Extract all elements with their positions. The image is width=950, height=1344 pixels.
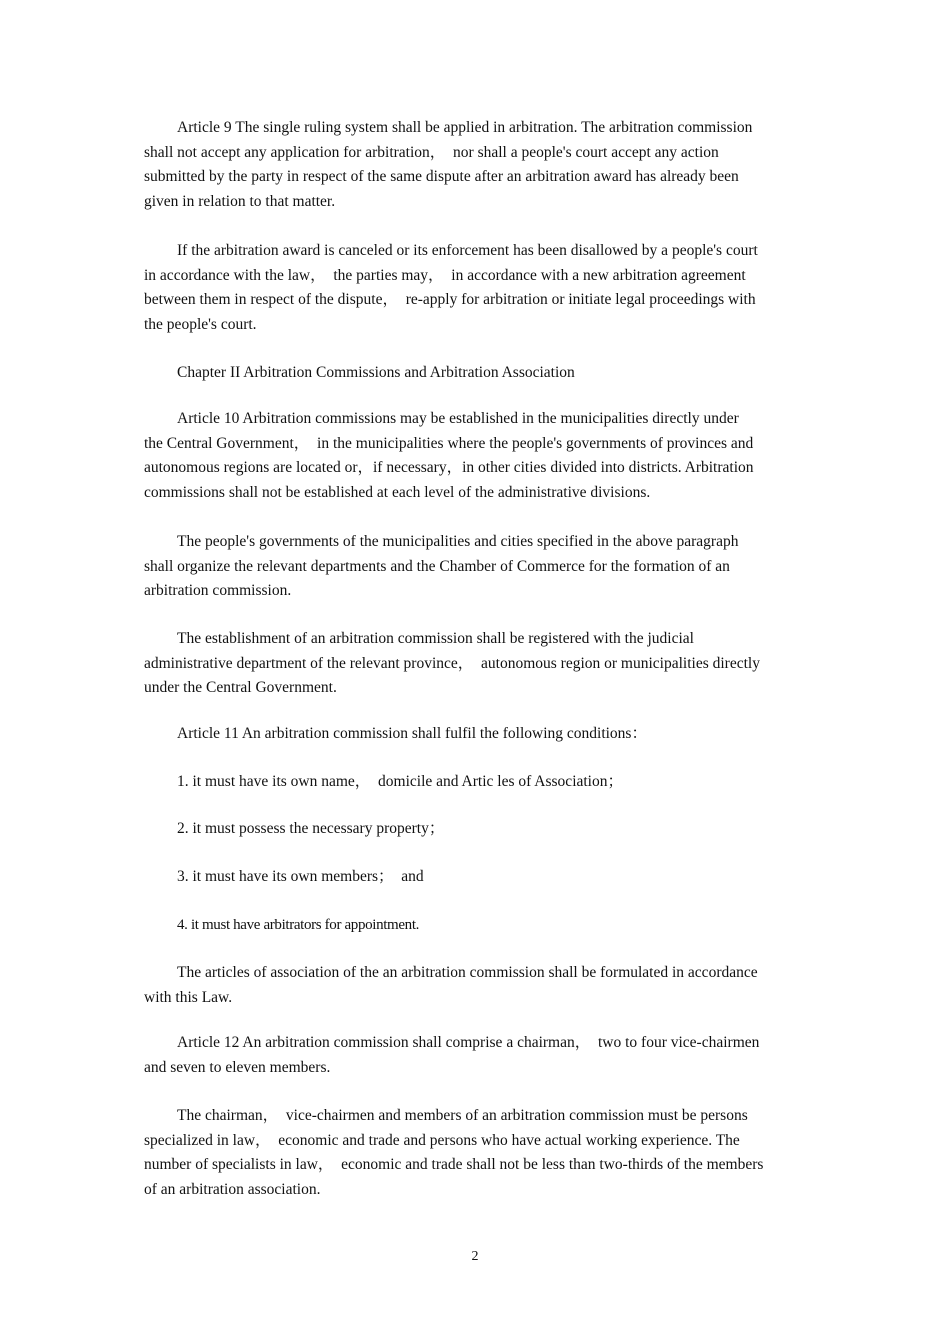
paragraph-line: The chairman， vice-chairmen and members of an arbitration commission must be persons — [177, 1107, 748, 1124]
paragraph-line: and seven to eleven members. — [144, 1058, 331, 1076]
paragraph-line: number of specialists in law， economic and trade shall not be less than two-thirds of the members — [144, 1156, 764, 1173]
paragraph-line: Article 9 The single ruling system shall be applied in arbitration. The arbitration commission — [177, 119, 753, 136]
paragraph-art12-p2 — [144, 1104, 810, 1202]
paragraph-line: The articles of association of the an arbitration commission shall be formulated in accordance — [177, 964, 758, 981]
paragraph-art11-item2 — [144, 817, 810, 842]
paragraph-art10-p2 — [144, 530, 810, 604]
paragraph-line: arbitration commission. — [144, 582, 292, 599]
paragraph-line: given in relation to that matter. — [144, 192, 336, 210]
paragraph-art11-item1 — [144, 770, 810, 795]
paragraph-line: submitted by the party in respect of the same dispute after an arbitration award has already been — [144, 168, 739, 185]
paragraph-line: the people's court. — [144, 315, 257, 333]
paragraph-art12-p1 — [144, 1031, 810, 1080]
paragraph-line: between them in respect of the dispute， re-apply for arbitration or initiate legal proceedings with — [144, 291, 756, 308]
paragraph-line: administrative department of the relevant province， autonomous region or municipalities directly — [144, 654, 760, 672]
paragraph-line: autonomous regions are located or，if necessary，in other cities divided into districts. Arbitration — [144, 459, 754, 476]
paragraph-line: Article 11 An arbitration commission shall fulfil the following conditions： — [177, 725, 647, 742]
paragraph-art11-item4 — [144, 913, 810, 938]
paragraph-line: shall not accept any application for arbitration， nor shall a people's court accept any action — [144, 143, 719, 161]
paragraph-line: under the Central Government. — [144, 679, 337, 696]
paragraph-line: with this Law. — [144, 988, 233, 1006]
paragraph-art9-p2 — [144, 239, 810, 337]
paragraph-line: 4. it must have arbitrators for appointment. — [177, 917, 420, 933]
paragraph-line: 3. it must have its own members； and — [177, 868, 424, 885]
paragraph-art11-item3 — [144, 865, 810, 890]
paragraph-line: Article 12 An arbitration commission shall comprise a chairman， two to four vice-chairmen — [177, 1034, 760, 1051]
paragraph-line: the Central Government， in the municipalities where the people's governments of provinces and — [144, 434, 754, 452]
paragraph-line: specialized in law， economic and trade and persons who have actual working experience. The — [144, 1131, 740, 1149]
paragraph-art11-p2 — [144, 961, 810, 1010]
paragraph-art10-p1 — [144, 407, 810, 505]
paragraph-line: Chapter II Arbitration Commissions and Arbitration Association — [177, 364, 575, 381]
paragraph-line: of an arbitration association. — [144, 1180, 321, 1198]
paragraph-art10-p3 — [144, 627, 810, 701]
page-number: 2 — [471, 1249, 479, 1264]
paragraph-line: If the arbitration award is canceled or its enforcement has been disallowed by a people's court — [177, 242, 758, 259]
paragraph-art11 — [144, 722, 810, 747]
paragraph-line: Article 10 Arbitration commissions may be established in the municipalities directly under — [177, 410, 739, 427]
paragraph-art9-p1 — [144, 116, 810, 214]
paragraph-chapter2 — [144, 361, 810, 386]
paragraph-line: 1. it must have its own name， domicile and Artic les of Association； — [177, 773, 623, 790]
paragraph-line: The establishment of an arbitration commission shall be registered with the judicial — [177, 630, 694, 647]
paragraph-line: 2. it must possess the necessary property； — [177, 820, 445, 837]
paragraph-line: shall organize the relevant departments and the Chamber of Commerce for the formation of an — [144, 557, 730, 575]
paragraph-line: in accordance with the law， the parties may， in accordance with a new arbitration agreement — [144, 266, 746, 284]
paragraph-line: The people's governments of the municipalities and cities specified in the above paragraph — [177, 533, 739, 550]
paragraph-line: commissions shall not be established at each level of the administrative divisions. — [144, 483, 651, 501]
